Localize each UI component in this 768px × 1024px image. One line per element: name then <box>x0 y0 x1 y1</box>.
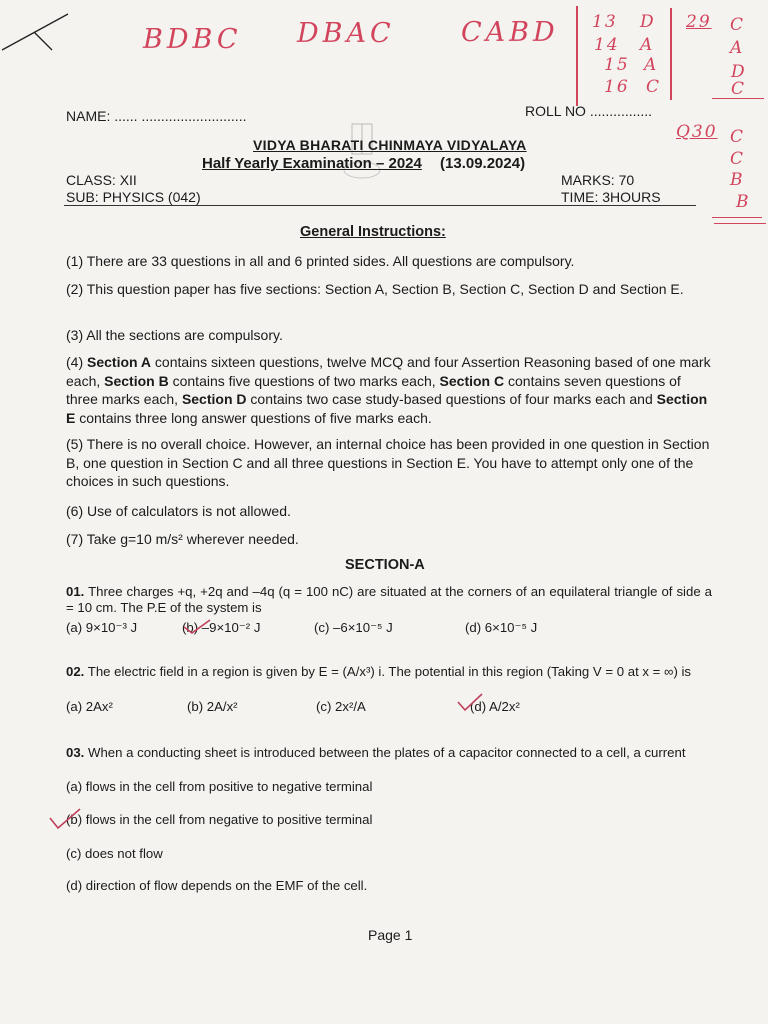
exam-date: (13.09.2024) <box>440 155 526 172</box>
question-text: When a conducting sheet is introduced between the plates of a capacitor connected to a cell, a current <box>88 745 686 760</box>
page-number: Page 1 <box>368 927 413 943</box>
q30-ans: B <box>736 192 751 212</box>
grid-row-ans: A <box>644 55 659 75</box>
name-field: NAME: ...... ........................... <box>66 108 247 124</box>
grid-row-num: 15 <box>604 55 630 75</box>
grid-right-ans: D <box>731 62 747 82</box>
grid-right-ans: A <box>730 38 745 58</box>
q1-option-b[interactable]: (b) –9×10⁻² J <box>182 620 261 635</box>
question-text: Three charges +q, +2q and –4q (q = 100 nC) are situated at the corners of an equilateral triangle of side a = 10 cm. The P.E of the system is <box>66 584 712 615</box>
q30-label: Q30 <box>676 122 718 142</box>
question-text: The electric field in a region is given by E = (A/x³) i. The potential in this region (Taking V = 0 at x = ∞) is <box>87 664 692 679</box>
time-label: TIME: 3HOURS <box>561 189 661 205</box>
q2-option-c[interactable]: (c) 2x²/A <box>316 699 366 714</box>
question-3 <box>66 745 712 761</box>
answer-tick-icon <box>456 692 486 714</box>
question-number: 03. <box>66 745 85 760</box>
q2-option-b[interactable]: (b) 2A/x² <box>187 699 238 714</box>
instructions-title: General Instructions: <box>300 224 446 240</box>
grid-row-num: 16 <box>604 77 630 97</box>
question-1 <box>66 584 712 616</box>
subject-label: SUB: PHYSICS (042) <box>66 189 201 205</box>
instruction-item: (6) Use of calculators is not allowed. <box>66 503 291 519</box>
answer-tick-icon <box>48 806 82 832</box>
question-2 <box>66 664 712 680</box>
q30-ans: C <box>730 127 746 147</box>
instruction-item: (1) There are 33 questions in all and 6 printed sides. All questions are compulsory. <box>66 253 575 269</box>
q3-option-a[interactable]: (a) flows in the cell from positive to negative terminal <box>66 779 373 794</box>
header-divider <box>64 205 696 206</box>
pen-stroke-mark <box>0 10 80 55</box>
instruction-item: (2) This question paper has five sections: Section A, Section B, Section C, Section D and Section E. <box>66 281 684 297</box>
grid-row-ans: D <box>640 12 656 32</box>
grid-row-ans: C <box>646 77 662 97</box>
grid-row-num: 14 <box>594 35 620 55</box>
q1-option-a[interactable]: (a) 9×10⁻³ J <box>66 620 138 635</box>
answer-group-2: DBAC <box>297 18 395 49</box>
q2-option-d[interactable]: (d) A/2x² <box>470 699 520 714</box>
q3-option-c[interactable]: (c) does not flow <box>66 846 163 861</box>
q3-option-d[interactable]: (d) direction of flow depends on the EMF of the cell. <box>66 878 368 893</box>
grid-row-ans: A <box>640 35 655 55</box>
exam-title <box>202 155 525 172</box>
q1-option-c[interactable]: (c) –6×10⁻⁵ J <box>314 620 393 635</box>
school-logo-icon <box>338 118 386 188</box>
grid-right-ans: C <box>730 15 746 35</box>
instruction-item: (5) There is no overall choice. However, an internal choice has been provided in one question in Section B, one question in Section C and all three questions in Section E. You have to attempt only one of the choices in such questions. <box>66 436 710 489</box>
answer-group-3: CABD <box>461 17 559 48</box>
class-label: CLASS: XII <box>66 172 137 188</box>
question-number: 02. <box>66 664 85 679</box>
q30-ans: B <box>730 170 745 190</box>
exam-name: Half Yearly Examination – 2024 <box>202 155 422 172</box>
grid-right-ans: C <box>731 79 747 99</box>
section-a-title: SECTION-A <box>345 557 425 573</box>
roll-no-field: ROLL NO ................ <box>525 103 653 119</box>
grid-head: 29 <box>686 12 712 32</box>
instruction-item: (7) Take g=10 m/s² wherever needed. <box>66 531 299 547</box>
q3-option-b[interactable]: (b) flows in the cell from negative to positive terminal <box>66 812 373 827</box>
instruction-item: (3) All the sections are compulsory. <box>66 327 283 343</box>
grid-row-num: 13 <box>592 12 618 32</box>
q30-ans: C <box>730 149 746 169</box>
answer-group-1: BDBC <box>143 24 242 55</box>
answer-tick-icon <box>182 618 212 636</box>
marks-label: MARKS: 70 <box>561 172 635 188</box>
instruction-item-4: (4) Section A contains sixteen questions, twelve MCQ and four Assertion Reasoning based of one mark each, Section B contains five questions of two marks each, Section C contains seven questions of three marks each, Section D contains two case study-based questions of four marks each and Section E contains three long answer questions of five marks each. <box>66 354 711 426</box>
q1-option-d[interactable]: (d) 6×10⁻⁵ J <box>465 620 538 635</box>
question-number: 01. <box>66 584 85 599</box>
q2-option-a[interactable]: (a) 2Ax² <box>66 699 113 714</box>
school-name: VIDYA BHARATI CHINMAYA VIDYALAYA <box>253 137 527 153</box>
